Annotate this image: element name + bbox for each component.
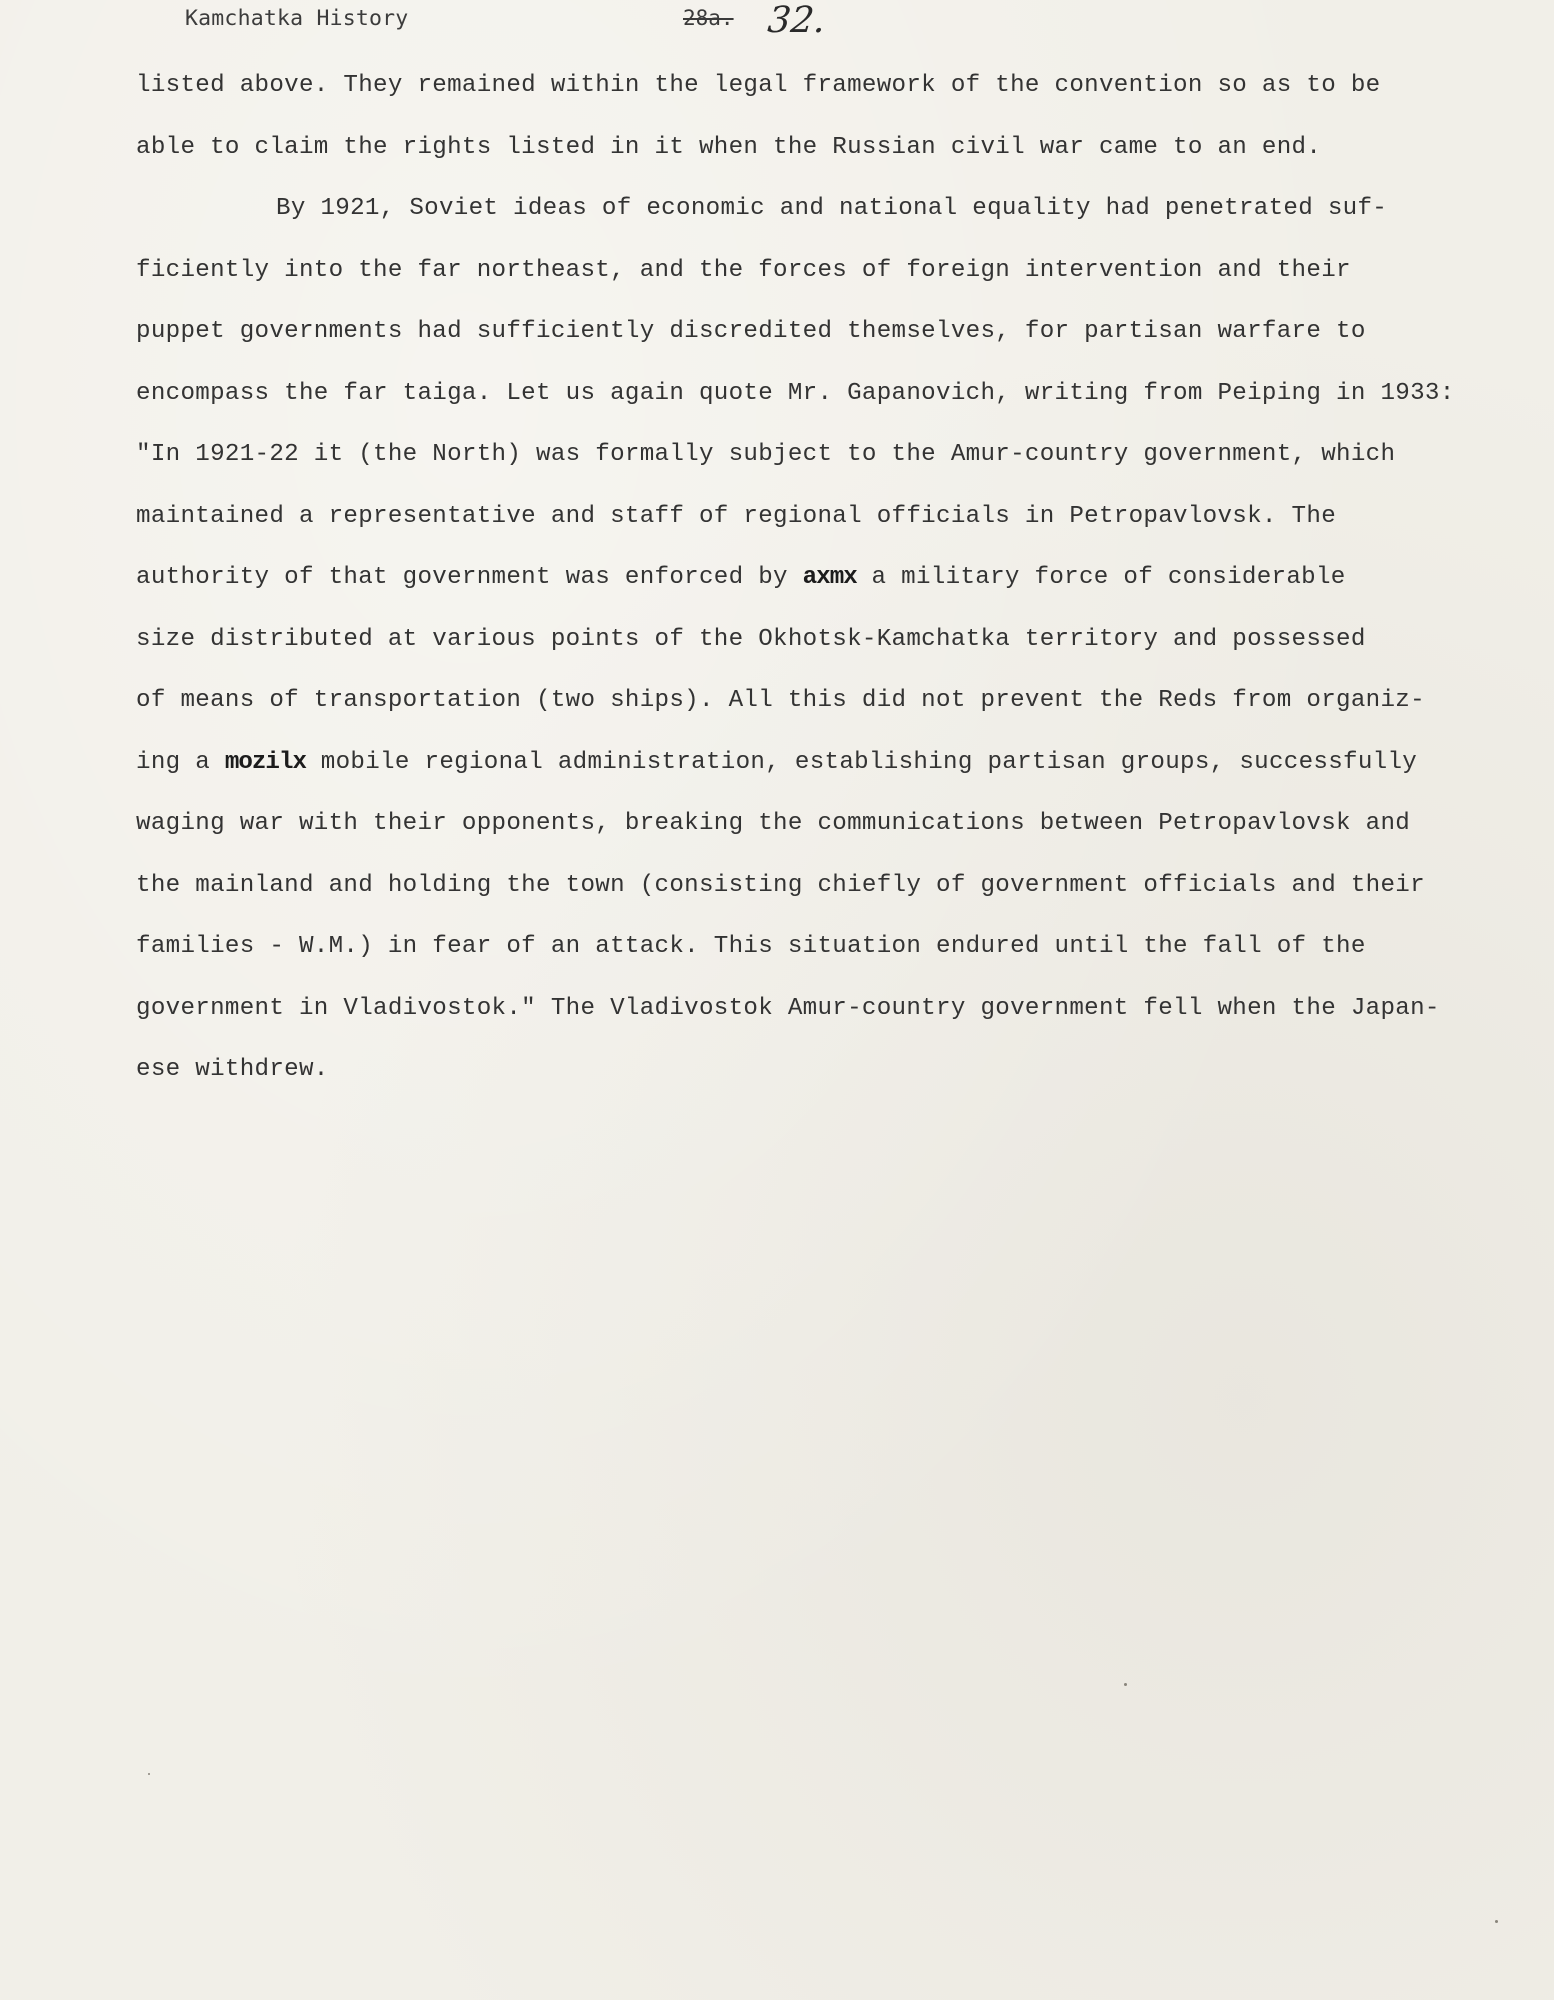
text-line [136,743,1506,805]
line-text-after: a military force of considerable [856,564,1346,591]
line-text-after: mobile regional administration, establishing partisan groups, successfully [305,748,1418,776]
handwritten-page-number: 32. [765,0,828,41]
paper-speck [1495,1920,1498,1923]
text-line: ficiently into the far northeast, and the forces of foreign intervention and their [136,256,1351,284]
text-line: the mainland and holding the town (consisting chiefly of government officials and their [136,871,1425,899]
struck-page-number: 28a. [683,6,734,30]
text-line: encompass the far taiga. Let us again quote Mr. Gapanovich, writing from Peiping in 1933: [136,379,1455,407]
line-text-before: ing a [136,748,225,776]
text-line [136,558,1506,620]
text-line: ese withdrew. [136,1056,329,1083]
text-line: able to claim the rights listed in it when the Russian civil war came to an end. [136,133,1322,161]
body-text [136,66,1506,1112]
text-line: maintained a representative and staff of regional officials in Petropavlovsk. The [136,502,1337,530]
paper-speck [148,1773,150,1775]
typed-over-correction: mozilx [224,748,306,776]
text-line: families - W.M.) in fear of an attack. This situation endured until the fall of the [136,933,1366,960]
line-text-before: authority of that government was enforced by [136,564,803,591]
text-line: listed above. They remained within the legal framework of the convention so as to be [136,72,1381,99]
running-header: Kamchatka History [185,6,409,31]
text-line: waging war with their opponents, breaking the communications between Petropavlovsk and [136,810,1411,837]
text-line: size distributed at various points of the Okhotsk-Kamchatka territory and possessed [136,625,1366,653]
paper-speck [1124,1683,1127,1686]
paragraph-start-line: By 1921, Soviet ideas of economic and national equality had penetrated suf- [276,195,1388,222]
text-line: "In 1921-22 it (the North) was formally subject to the Amur-country government, which [136,441,1396,468]
text-line: of means of transportation (two ships). All this did not prevent the Reds from organiz- [136,687,1425,714]
text-line: government in Vladivostok." The Vladivostok Amur-country government fell when the Japan- [136,994,1440,1022]
text-line: puppet governments had sufficiently discredited themselves, for partisan warfare to [136,318,1366,345]
typed-over-correction: axmx [802,564,857,591]
